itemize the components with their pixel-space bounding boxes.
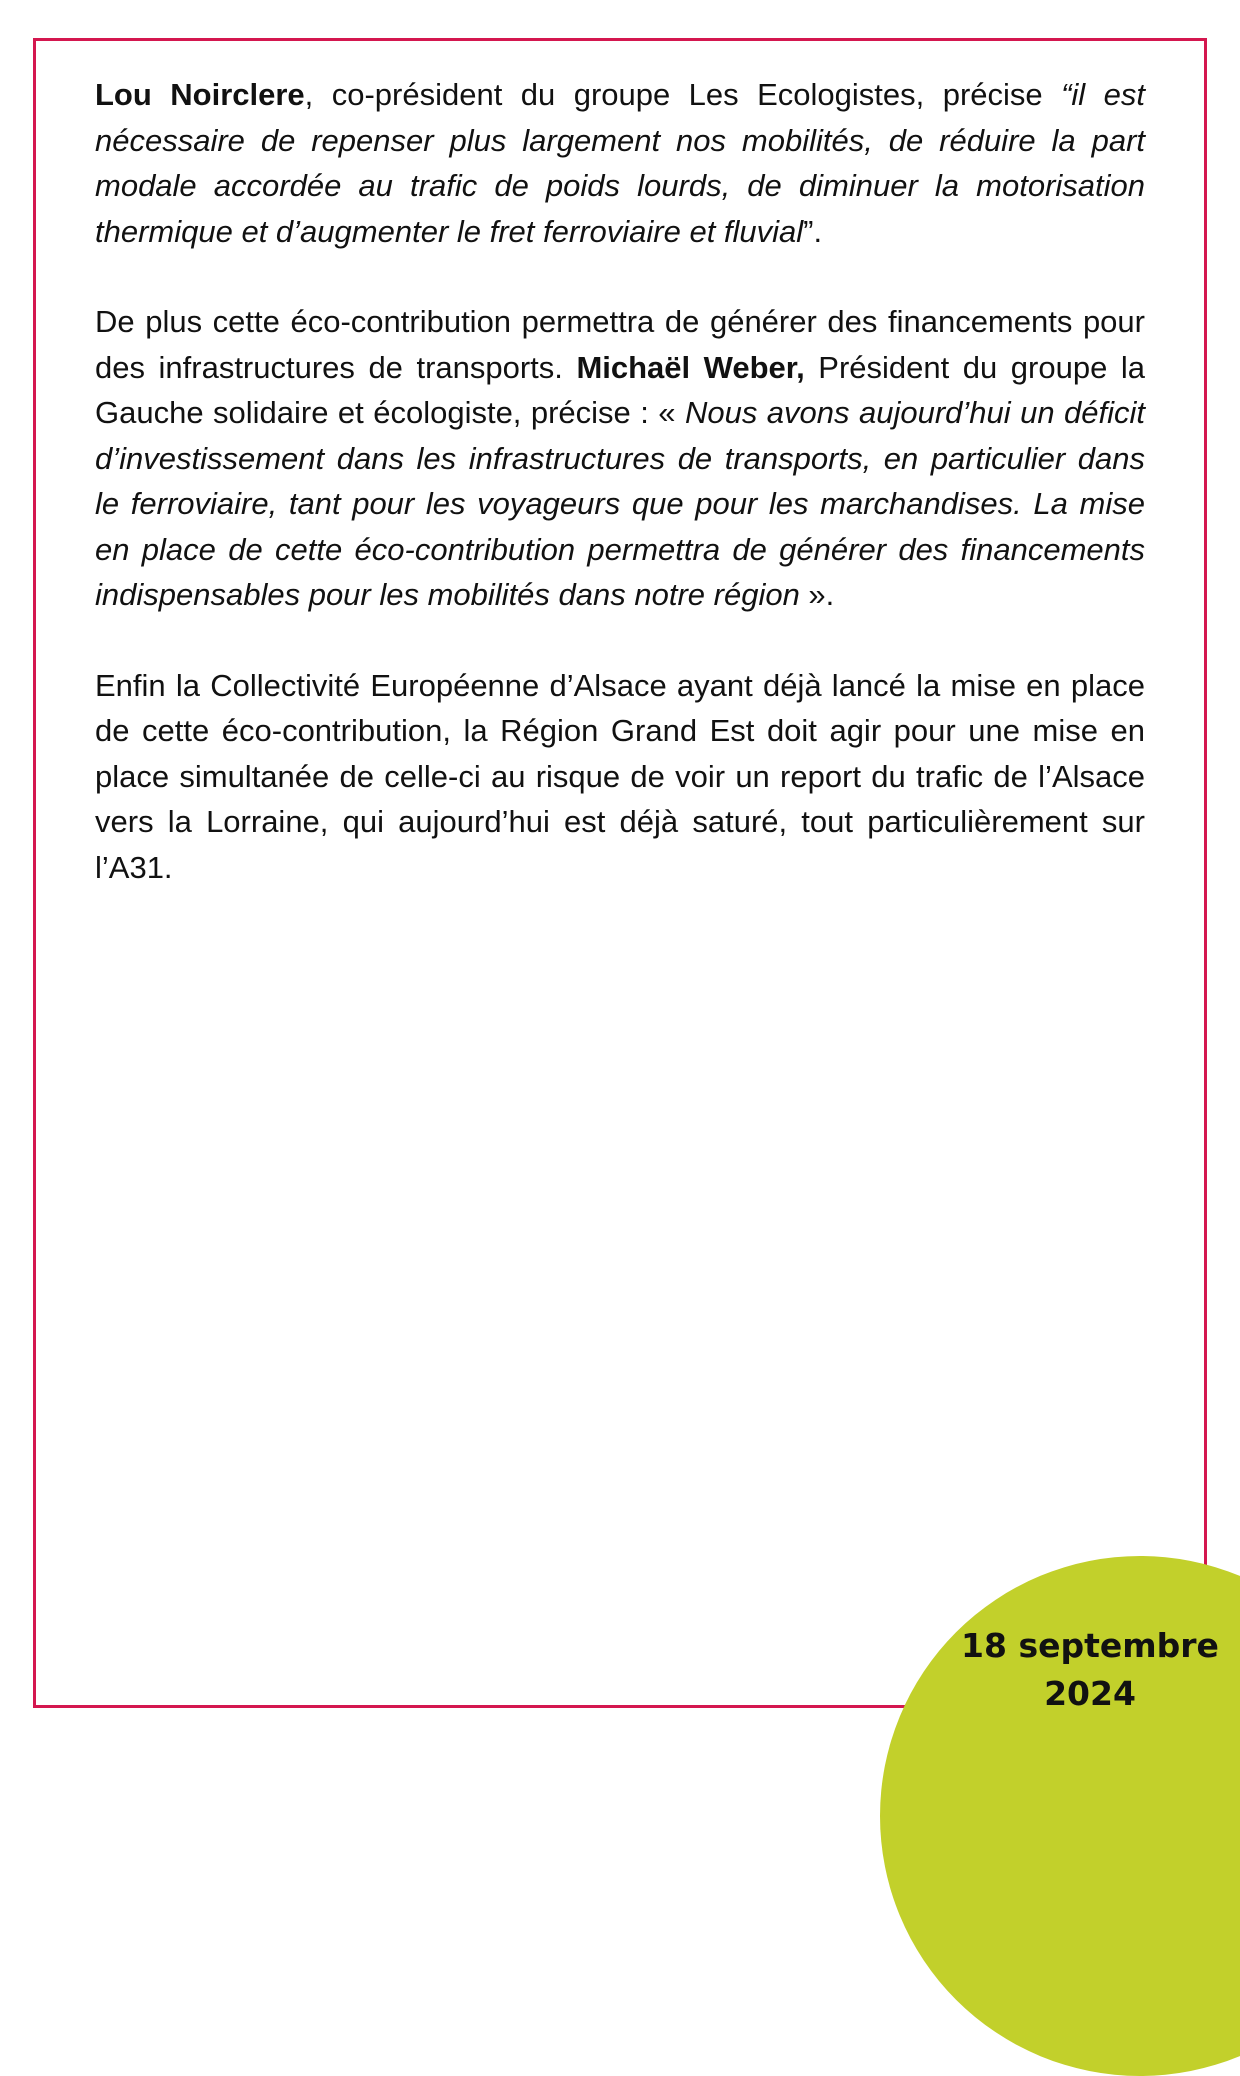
- quote: “il est nécessaire de repenser plus largement nos mobilités, de réduire la part modale accordée au trafic de poids lourds, de diminuer la motorisation thermique et d’augmenter le fret ferroviaire et fluvial: [95, 77, 1145, 249]
- paragraph-text: Enfin la Collectivité Européenne d’Alsace ayant déjà lancé la mise en place de cette éco-contribution, la Région Grand Est doit agir pour une mise en place simultanée de celle-ci au risque de voir un report du trafic de l’Alsace vers la Lorraine, qui aujourd’hui est déjà saturé, tout particulièrement sur l’A31.: [95, 667, 1145, 885]
- quote-end: ».: [799, 577, 835, 612]
- document-body: [95, 72, 1145, 890]
- date-line-2: 2024: [1044, 1674, 1136, 1713]
- paragraph-1: [95, 72, 1145, 254]
- date-line-1: 18 septembre: [961, 1626, 1219, 1665]
- quote: Nous avons aujourd’hui un déficit d’investissement dans les infrastructures de transports, en particulier dans le ferroviaire, tant pour les voyageurs que pour les marchandises. La mise en place de cette éco-contribution permettra de générer des financements indispensables pour les mobilités dans notre région: [95, 395, 1145, 612]
- quote-end: ”.: [803, 213, 823, 249]
- paragraph-2: [95, 299, 1145, 618]
- date-label: [955, 1622, 1225, 1718]
- paragraph-text: , co-président du groupe Les Ecologistes, précise: [304, 77, 1062, 112]
- paragraph-text: De plus cette éco-contribution permettra de générer des financements pour des infrastructures de transports.: [95, 304, 1145, 385]
- paragraph-text: Président du groupe la Gauche solidaire et écologiste, précise : «: [95, 349, 1145, 430]
- speaker-name: Michaël Weber,: [576, 349, 805, 385]
- paragraph-3: [95, 663, 1145, 891]
- speaker-name: Lou Noirclere: [95, 77, 305, 112]
